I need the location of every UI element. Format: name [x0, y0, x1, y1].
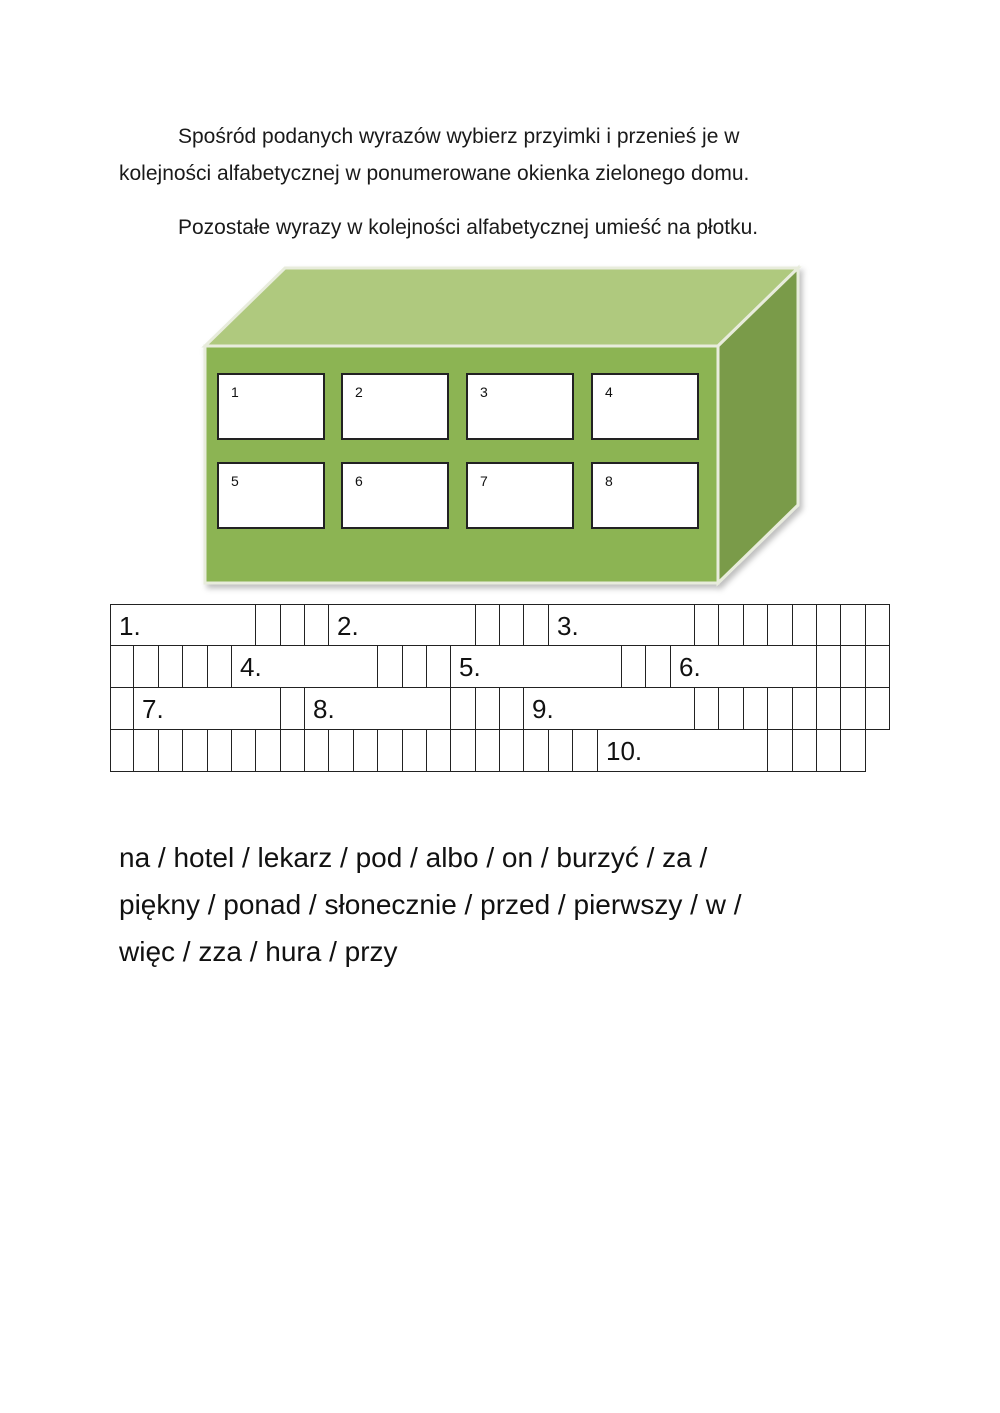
fence-cell[interactable]	[500, 688, 524, 730]
fence-cell[interactable]	[817, 604, 841, 646]
fence-slot[interactable]	[524, 688, 695, 730]
fence-slot[interactable]	[305, 688, 451, 730]
window-number: 6	[355, 473, 363, 489]
fence-cell[interactable]	[841, 604, 866, 646]
house-window[interactable]	[217, 373, 325, 440]
fence-slot[interactable]	[329, 604, 476, 646]
fence-cell[interactable]	[134, 646, 159, 688]
fence-cell[interactable]	[719, 604, 744, 646]
house-roof	[205, 268, 798, 346]
fence-cell[interactable]	[329, 730, 354, 772]
fence-cell[interactable]	[403, 730, 427, 772]
fence-cell[interactable]	[695, 688, 719, 730]
fence-cell[interactable]	[549, 730, 573, 772]
fence-row	[110, 604, 890, 646]
fence-cell[interactable]	[183, 646, 208, 688]
fence-cell[interactable]	[305, 604, 329, 646]
word-bank-line: piękny / ponad / słonecznie / przed / pierwszy / w /	[119, 889, 742, 920]
fence-cell[interactable]	[110, 730, 134, 772]
fence-cell[interactable]	[817, 688, 841, 730]
fence-slot-number: 8.	[313, 694, 335, 724]
house-window[interactable]	[341, 373, 449, 440]
fence-cell[interactable]	[232, 730, 256, 772]
fence-cell[interactable]	[305, 730, 329, 772]
fence-slot-number: 5.	[459, 652, 481, 682]
fence-cell[interactable]	[817, 646, 841, 688]
fence-cell[interactable]	[281, 730, 305, 772]
fence-cell[interactable]	[427, 730, 451, 772]
fence-slot-number: 2.	[337, 611, 359, 641]
fence-cell[interactable]	[110, 688, 134, 730]
fence-cell[interactable]	[427, 646, 451, 688]
fence-slot[interactable]	[110, 604, 256, 646]
fence-cell[interactable]	[208, 646, 232, 688]
fence-cell[interactable]	[793, 604, 817, 646]
fence-cell[interactable]	[378, 730, 403, 772]
fence-cell[interactable]	[500, 730, 524, 772]
fence-cell[interactable]	[744, 688, 768, 730]
fence-cell[interactable]	[500, 604, 524, 646]
house-window[interactable]	[591, 462, 699, 529]
fence-cell[interactable]	[256, 730, 281, 772]
fence-cell[interactable]	[476, 688, 500, 730]
fence-cell[interactable]	[866, 688, 890, 730]
fence-cell[interactable]	[208, 730, 232, 772]
window-number: 4	[605, 384, 613, 400]
fence-slot-number: 9.	[532, 694, 554, 724]
fence-cell[interactable]	[451, 730, 476, 772]
fence-slot-number: 4.	[240, 652, 262, 682]
fence-row	[110, 688, 890, 730]
fence-slot-number: 3.	[557, 611, 579, 641]
fence-cell[interactable]	[159, 646, 183, 688]
fence-cell[interactable]	[695, 604, 719, 646]
fence-row	[110, 730, 890, 772]
window-number: 1	[231, 384, 239, 400]
fence-cell[interactable]	[768, 688, 793, 730]
fence-cell[interactable]	[573, 730, 598, 772]
fence-cell[interactable]	[866, 646, 890, 688]
fence-slot-number: 10.	[606, 736, 643, 766]
fence-cell[interactable]	[451, 688, 476, 730]
fence-cell[interactable]	[866, 604, 890, 646]
house-window[interactable]	[466, 462, 574, 529]
fence-cell[interactable]	[159, 730, 183, 772]
fence-row	[110, 646, 890, 688]
fence-cell[interactable]	[524, 604, 549, 646]
fence-cell[interactable]	[622, 646, 646, 688]
fence-slot-number: 7.	[142, 694, 164, 724]
fence-slot-number: 1.	[119, 611, 141, 641]
word-bank-line: na / hotel / lekarz / pod / albo / on / burzyć / za /	[119, 842, 708, 873]
house-window[interactable]	[466, 373, 574, 440]
fence-cell[interactable]	[134, 730, 159, 772]
fence-cell[interactable]	[476, 730, 500, 772]
fence-cell[interactable]	[646, 646, 671, 688]
fence-cell[interactable]	[354, 730, 378, 772]
fence-cell[interactable]	[281, 688, 305, 730]
instruction-line-2: kolejności alfabetycznej w ponumerowane okienka zielonego domu.	[119, 162, 750, 185]
window-number: 5	[231, 473, 239, 489]
fence-cell[interactable]	[524, 730, 549, 772]
instruction-line-1: Spośród podanych wyrazów wybierz przyimki i przenieś je w	[178, 125, 740, 148]
fence-slot[interactable]	[451, 646, 622, 688]
fence-cell[interactable]	[719, 688, 744, 730]
fence-cell[interactable]	[841, 646, 866, 688]
fence-cell[interactable]	[817, 730, 841, 772]
word-bank-line: więc / zza / hura / przy	[119, 936, 398, 967]
house-window[interactable]	[341, 462, 449, 529]
window-number: 8	[605, 473, 613, 489]
fence-cell[interactable]	[768, 730, 793, 772]
window-number: 3	[480, 384, 488, 400]
fence-cell[interactable]	[110, 646, 134, 688]
fence-cell[interactable]	[793, 688, 817, 730]
fence-grid	[110, 604, 890, 772]
window-number: 7	[480, 473, 488, 489]
fence-slot[interactable]	[232, 646, 378, 688]
fence-slot[interactable]	[549, 604, 695, 646]
fence-slot[interactable]	[134, 688, 281, 730]
fence-slot[interactable]	[598, 730, 768, 772]
fence-slot-number: 6.	[679, 652, 701, 682]
fence-cell[interactable]	[793, 730, 817, 772]
fence-cell[interactable]	[378, 646, 403, 688]
window-number: 2	[355, 384, 363, 400]
fence-cell[interactable]	[841, 730, 866, 772]
fence-cell[interactable]	[281, 604, 305, 646]
fence-cell[interactable]	[256, 604, 281, 646]
fence-cell[interactable]	[476, 604, 500, 646]
house-window[interactable]	[217, 462, 325, 529]
fence-cell[interactable]	[744, 604, 768, 646]
instruction-line-3: Pozostałe wyrazy w kolejności alfabetycznej umieść na płotku.	[178, 216, 759, 239]
fence-cell[interactable]	[183, 730, 208, 772]
word-bank	[119, 834, 879, 975]
fence-cell[interactable]	[768, 604, 793, 646]
house-window[interactable]	[591, 373, 699, 440]
fence-cell[interactable]	[841, 688, 866, 730]
fence-slot[interactable]	[671, 646, 817, 688]
fence-cell[interactable]	[403, 646, 427, 688]
